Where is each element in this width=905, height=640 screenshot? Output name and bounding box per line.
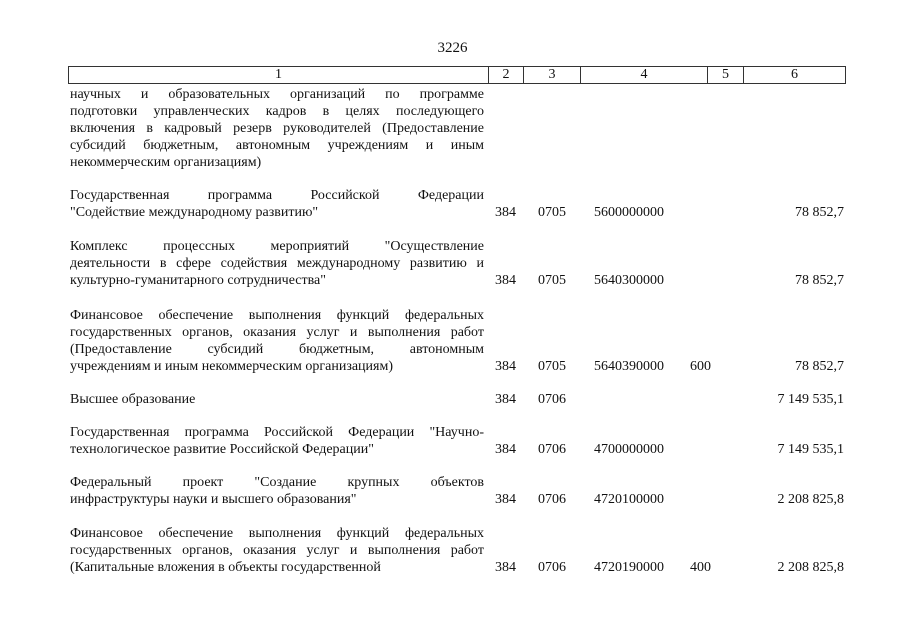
cell-c4: 5640300000 (594, 273, 664, 288)
cell-c5: 400 (690, 560, 711, 575)
description-line: культурно-гуманитарного сотрудничества" (70, 273, 326, 288)
cell-c6: 2 208 825,8 (777, 492, 844, 507)
header-col-2: 2 (489, 67, 524, 83)
description-line: "Содействие международному развитию" (70, 205, 319, 220)
cell-c4: 4720190000 (594, 560, 664, 575)
description-line: научных и образовательных организаций по программе (70, 87, 484, 102)
description-line: Высшее образование (70, 392, 196, 407)
description-line: субсидий бюджетным, автономным учреждениям и иным (70, 138, 484, 153)
cell-c4: 4720100000 (594, 492, 664, 507)
cell-c6: 78 852,7 (795, 359, 844, 374)
description-line: подготовки управленческих кадров в целях последующего (70, 104, 484, 119)
description-line: Государственная программа Российской Федерации (70, 188, 484, 203)
row-description (70, 238, 484, 289)
cell-c3: 0706 (538, 492, 566, 507)
description-line: включения в кадровый резерв руководителей (Предоставление (70, 121, 484, 136)
description-line: Финансовое обеспечение выполнения функций федеральных (70, 308, 484, 323)
row-description (70, 391, 484, 408)
description-line: Финансовое обеспечение выполнения функций федеральных (70, 526, 484, 541)
cell-c4: 5640390000 (594, 359, 664, 374)
cell-c3: 0705 (538, 205, 566, 220)
header-col-6: 6 (791, 67, 798, 82)
cell-c2: 384 (495, 205, 516, 220)
description-line: (Капитальные вложения в объекты государственной (70, 560, 381, 575)
row-description (70, 187, 484, 221)
header-col-1: 1 (69, 67, 489, 83)
description-line: учреждениям и иным некоммерческим организациям) (70, 359, 394, 374)
cell-c3: 0706 (538, 392, 566, 407)
row-description (70, 474, 484, 508)
header-col-5: 5 (708, 67, 744, 83)
cell-c6: 7 149 535,1 (777, 392, 844, 407)
cell-c2: 384 (495, 392, 516, 407)
cell-c3: 0705 (538, 273, 566, 288)
cell-c3: 0706 (538, 560, 566, 575)
row-description (70, 525, 484, 576)
cell-c6: 2 208 825,8 (777, 560, 844, 575)
description-line: (Предоставление субсидий бюджетным, автономным (70, 342, 484, 357)
cell-c3: 0705 (538, 359, 566, 374)
cell-c2: 384 (495, 442, 516, 457)
description-line: Комплекс процессных мероприятий "Осуществление (70, 239, 484, 254)
description-line: государственных органов, оказания услуг и выполнения работ (70, 325, 484, 340)
description-line: деятельности в сфере содействия международному развитию и (70, 256, 484, 271)
row-description (70, 86, 484, 171)
cell-c4: 5600000000 (594, 205, 664, 220)
description-line: инфраструктуры науки и высшего образования" (70, 492, 357, 507)
cell-c6: 7 149 535,1 (777, 442, 844, 457)
description-line: некоммерческим организациям) (70, 155, 262, 170)
cell-c3: 0706 (538, 442, 566, 457)
cell-c6: 78 852,7 (795, 273, 844, 288)
cell-c4: 4700000000 (594, 442, 664, 457)
header-col-4: 4 (581, 67, 708, 83)
row-description (70, 307, 484, 375)
cell-c2: 384 (495, 359, 516, 374)
page-number: 3226 (437, 40, 468, 56)
cell-c2: 384 (495, 560, 516, 575)
cell-c2: 384 (495, 492, 516, 507)
row-description (70, 424, 484, 458)
cell-c6: 78 852,7 (795, 205, 844, 220)
description-line: технологическое развитие Российской Федерации" (70, 442, 374, 457)
description-line: государственных органов, оказания услуг и выполнения работ (70, 543, 484, 558)
table-header-row (68, 66, 846, 84)
description-line: Государственная программа Российской Федерации "Научно- (70, 425, 484, 440)
header-col-3: 3 (524, 67, 581, 83)
cell-c5: 600 (690, 359, 711, 374)
description-line: Федеральный проект "Создание крупных объектов (70, 475, 484, 490)
cell-c2: 384 (495, 273, 516, 288)
